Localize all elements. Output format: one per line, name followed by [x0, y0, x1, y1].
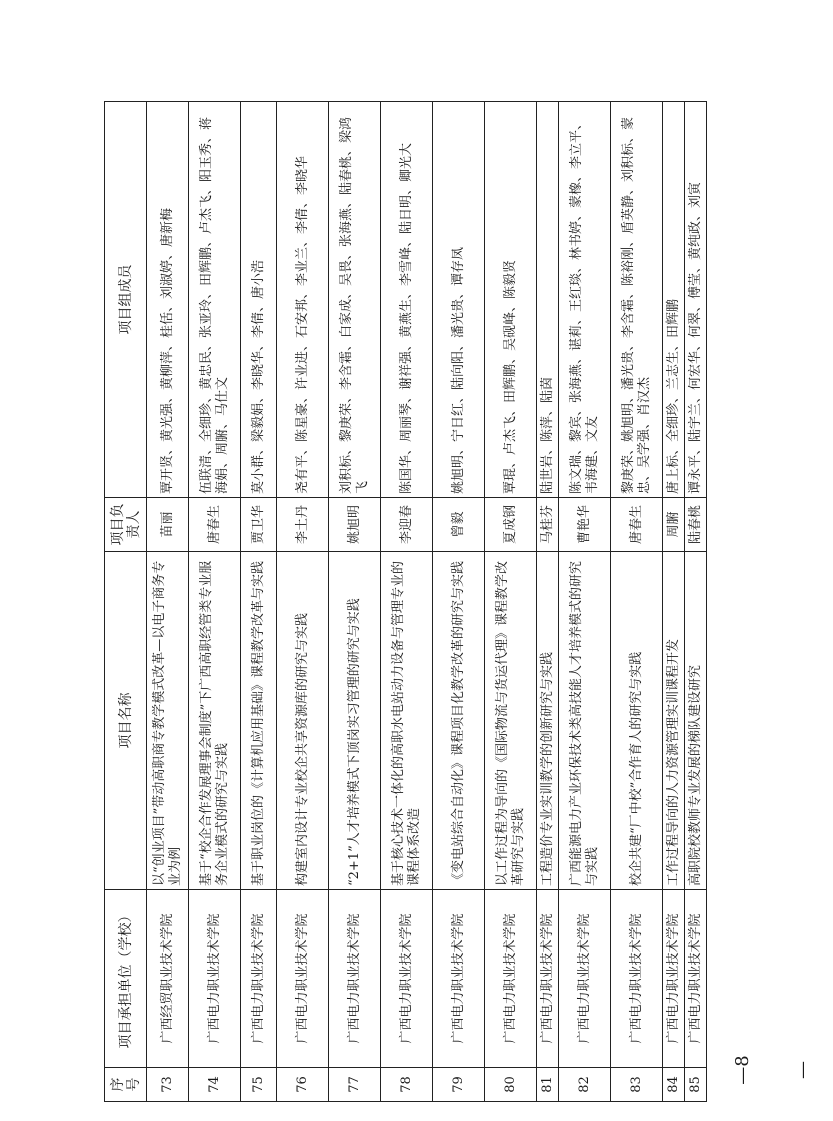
header-unit: 项目承担单位（学校）: [105, 890, 147, 1068]
table-header-row: [105, 102, 147, 1102]
header-name: 项目名称: [105, 552, 147, 890]
table-row: [189, 102, 241, 1102]
row-number: 74: [189, 1068, 241, 1102]
row-members: 覃琨、卢杰飞、田辉鹏、吴砚峰、陈毅贤: [485, 102, 537, 498]
row-leader: 陆春桃: [685, 498, 707, 552]
row-members: 陈文瑞、黎宾、张海燕、谌莉、王红琰、林书婷、蒙橡、李立平、韦海建、文友: [559, 102, 611, 498]
row-project-name: 《变电站综合自动化》课程项目化教学改革的研究与实践: [433, 552, 485, 890]
table-row: [537, 102, 559, 1102]
table-row: [381, 102, 433, 1102]
table-row: [277, 102, 329, 1102]
row-project-name: 基于职业岗位的《计算机应用基础》课程教学改革与实践: [241, 552, 277, 890]
table-row: [685, 102, 707, 1102]
row-project-name: “2+1”人才培养模式下顶岗实习管理的研究与实践: [329, 552, 381, 890]
table-row: [611, 102, 663, 1102]
row-unit: 广西电力职业技术学院: [381, 890, 433, 1068]
table-row: [663, 102, 685, 1102]
row-unit: 广西电力职业技术学院: [611, 890, 663, 1068]
row-leader: 曾毅: [433, 498, 485, 552]
row-project-name: 构建室内设计专业校企共享资源库的研究与实践: [277, 552, 329, 890]
rotated-table-container: [104, 102, 703, 1102]
row-number: 79: [433, 1068, 485, 1102]
row-leader: 李迎春: [381, 498, 433, 552]
row-members: 覃开贤、黄光强、黄柳萍、桂佸、刘淑婷、唐新梅: [147, 102, 189, 498]
row-members: 莫小群、梁毅娟、李晓华、李倩、唐小浩: [241, 102, 277, 498]
row-project-name: 基于核心技术一体化的高职水电站动力设备与管理专业的课程体系改造: [381, 552, 433, 890]
row-number: 73: [147, 1068, 189, 1102]
row-unit: 广西电力职业技术学院: [663, 890, 685, 1068]
row-unit: 广西电力职业技术学院: [685, 890, 707, 1068]
row-unit: 广西电力职业技术学院: [241, 890, 277, 1068]
row-project-name: 工程造价专业实训教学的创新研究与实践: [537, 552, 559, 890]
table-row: [147, 102, 189, 1102]
row-project-name: 广西能源电力产业环保技术类高技能人才培养模式的研究与实践: [559, 552, 611, 890]
row-members: 陆世岩、陈萍、陆茵: [537, 102, 559, 498]
row-project-name: 工作过程导向的人力资源管理实训课程开发: [663, 552, 685, 890]
row-number: 80: [485, 1068, 537, 1102]
row-leader: 姚旭明: [329, 498, 381, 552]
row-project-name: 基于“校企合作发展理事会制度”下广西高职经管类专业服务企业模式的研究与实践: [189, 552, 241, 890]
row-number: 81: [537, 1068, 559, 1102]
table-row: [241, 102, 277, 1102]
table-row: [329, 102, 381, 1102]
row-unit: 广西电力职业技术学院: [559, 890, 611, 1068]
page-number: —8—: [732, 1055, 813, 1085]
row-project-name: 以工作过程为导向的《国际物流与货运代理》课程教学改革研究与实践: [485, 552, 537, 890]
row-leader: 曹艳华: [559, 498, 611, 552]
row-unit: 广西电力职业技术学院: [329, 890, 381, 1068]
row-members: 陈国华、周丽琴、谢祥强、黄燕生、李雪峰、陆日明、卿光大: [381, 102, 433, 498]
row-members: 姚旭明、宁日红、陆向阳、潘光贵、谭存凤: [433, 102, 485, 498]
project-table: [104, 101, 707, 1102]
row-leader: 夏成钢: [485, 498, 537, 552]
row-members: 刘积标、黎庚荣、李含霜、白家成、吴畏、张海燕、陆春桃、梁鸿飞: [329, 102, 381, 498]
row-project-name: 高职院校教师专业发展的梯队建设研究: [685, 552, 707, 890]
row-project-name: 校企共建“厂中校”合作育人的研究与实践: [611, 552, 663, 890]
row-unit: 广西电力职业技术学院: [485, 890, 537, 1068]
row-number: 75: [241, 1068, 277, 1102]
row-number: 84: [663, 1068, 685, 1102]
row-number: 85: [685, 1068, 707, 1102]
row-unit: 广西电力职业技术学院: [433, 890, 485, 1068]
header-members: 项目组成员: [105, 102, 147, 498]
row-unit: 广西电力职业技术学院: [189, 890, 241, 1068]
row-leader: 李土丹: [277, 498, 329, 552]
header-leader: 项目负责人: [105, 498, 147, 552]
row-members: 唐上标、全细珍、兰志生、田辉鹏: [663, 102, 685, 498]
row-unit: 广西电力职业技术学院: [537, 890, 559, 1068]
table-row: [485, 102, 537, 1102]
row-unit: 广西电力职业技术学院: [277, 890, 329, 1068]
row-leader: 唐春生: [189, 498, 241, 552]
row-members: 谭永平、陆宇兰、何宏华、何翠、傅莹、黄纯政、刘寅: [685, 102, 707, 498]
row-leader: 唐春生: [611, 498, 663, 552]
row-leader: 马桂芬: [537, 498, 559, 552]
row-members: 伍联清、全细珍、黄忠民、张亚玲、田辉鹏、卢杰飞、阳玉秀、蒋海娟、周腑、马仕文: [189, 102, 241, 498]
row-unit: 广西经贸职业技术学院: [147, 890, 189, 1068]
row-number: 78: [381, 1068, 433, 1102]
row-leader: 周腑: [663, 498, 685, 552]
header-no: 序号: [105, 1068, 147, 1102]
row-members: 黎庚荣、姚旭明、潘光贵、李含霜、陈裕刚、盾英静、刘积标、蒙忠、吴学强、肖汉杰: [611, 102, 663, 498]
row-leader: 苗丽: [147, 498, 189, 552]
table-row: [559, 102, 611, 1102]
table-row: [433, 102, 485, 1102]
row-number: 83: [611, 1068, 663, 1102]
row-number: 77: [329, 1068, 381, 1102]
row-number: 76: [277, 1068, 329, 1102]
row-number: 82: [559, 1068, 611, 1102]
row-members: 尧有平、陈星豪、许业进、石安邦、李业兰、李倩、李晓华: [277, 102, 329, 498]
row-project-name: 以“创业项目”带动高职商专教学模式改革—以电子商务专业为例: [147, 552, 189, 890]
row-leader: 贾卫华: [241, 498, 277, 552]
